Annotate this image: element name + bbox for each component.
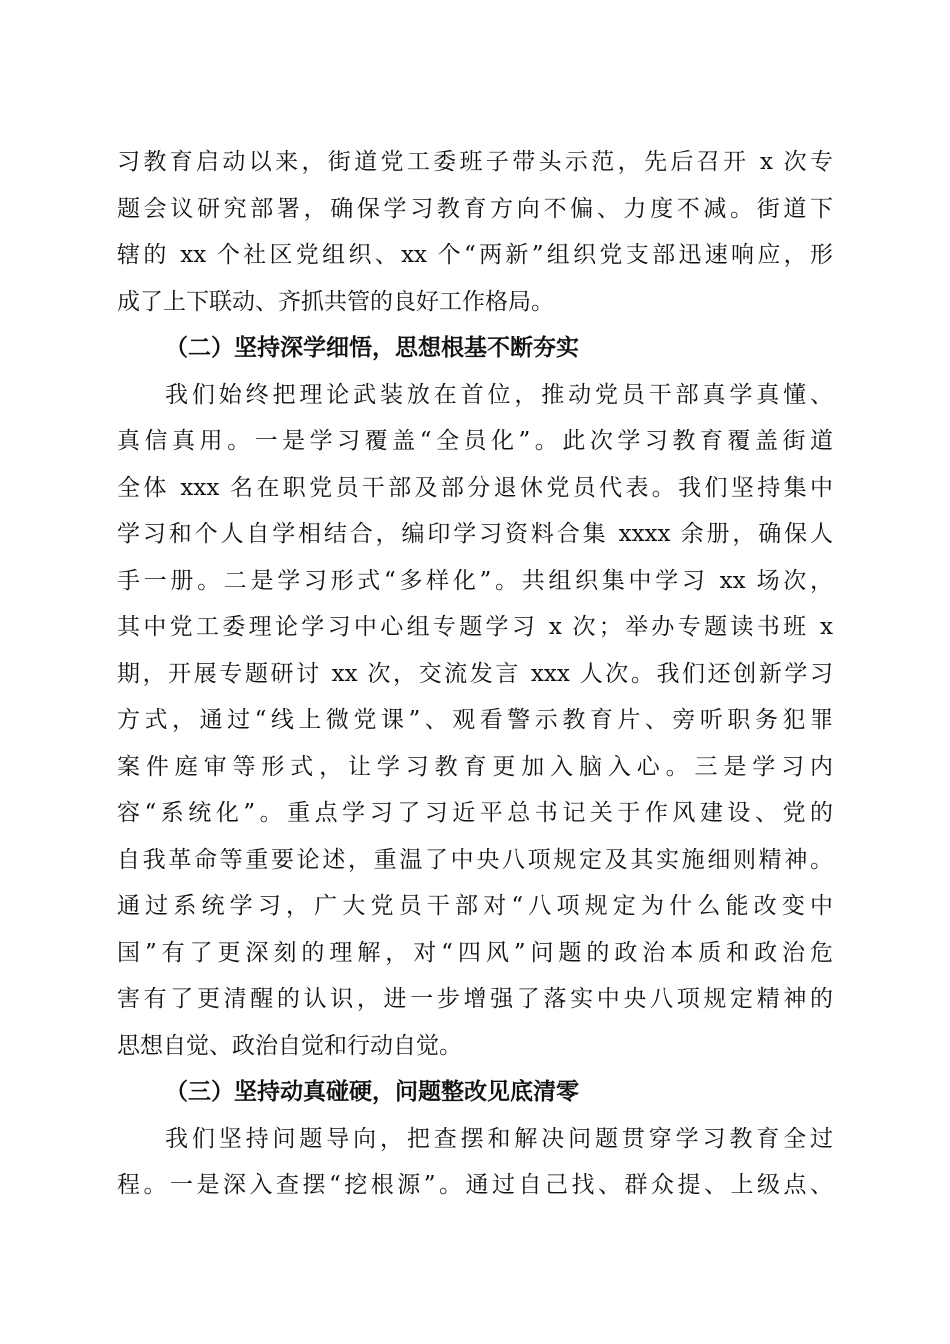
section-heading: （三）坚持动真碰硬，问题整改见底清零 (165, 1078, 579, 1105)
paragraph-line: 我们坚持问题导向，把查摆和解决问题贯穿学习教育全过 (165, 1126, 833, 1152)
paragraph-line: 案件庭审等形式，让学习教育更加入脑入心。三是学习内 (117, 754, 833, 780)
paragraph-line: 我们始终把理论武装放在首位，推动党员干部真学真懂、 (165, 382, 833, 408)
paragraph-line: 手一册。二是学习形式“多样化”。共组织集中学习 xx 场次， (117, 568, 833, 594)
paragraph-line: 全体 xxx 名在职党员干部及部分退休党员代表。我们坚持集中 (117, 475, 833, 501)
paragraph-line: 辖的 xx 个社区党组织、xx 个“两新”组织党支部迅速响应，形 (117, 242, 833, 268)
paragraph-line: 国”有了更深刻的理解，对“四风”问题的政治本质和政治危 (117, 940, 833, 966)
paragraph-line: 自我革命等重要论述，重温了中央八项规定及其实施细则精神。 (117, 847, 833, 873)
paragraph-line: 害有了更清醒的认识，进一步增强了落实中央八项规定精神的 (117, 986, 833, 1012)
paragraph-line: 容“系统化”。重点学习了习近平总书记关于作风建设、党的 (117, 800, 833, 826)
paragraph-line: 其中党工委理论学习中心组专题学习 x 次；举办专题读书班 x (117, 614, 833, 640)
paragraph-line: 习教育启动以来，街道党工委班子带头示范，先后召开 x 次专 (117, 149, 833, 175)
paragraph-line: 学习和个人自学相结合，编印学习资料合集 xxxx 余册，确保人 (117, 521, 833, 547)
paragraph-line: 通过系统学习，广大党员干部对“八项规定为什么能改变中 (117, 893, 833, 919)
section-heading: （二）坚持深学细悟，思想根基不断夯实 (165, 334, 579, 361)
paragraph-line: 真信真用。一是学习覆盖“全员化”。此次学习教育覆盖街道 (117, 428, 833, 454)
paragraph-line: 题会议研究部署，确保学习教育方向不偏、力度不减。街道下 (117, 196, 833, 222)
paragraph-line: 期，开展专题研讨 xx 次，交流发言 xxx 人次。我们还创新学习 (117, 661, 833, 687)
paragraph-line: 成了上下联动、齐抓共管的良好工作格局。 (117, 289, 554, 315)
paragraph-line: 方式，通过“线上微党课”、观看警示教育片、旁听职务犯罪 (117, 707, 833, 733)
paragraph-line: 思想自觉、政治自觉和行动自觉。 (117, 1033, 462, 1059)
paragraph-line: 程。一是深入查摆“挖根源”。通过自己找、群众提、上级点、 (117, 1172, 833, 1198)
